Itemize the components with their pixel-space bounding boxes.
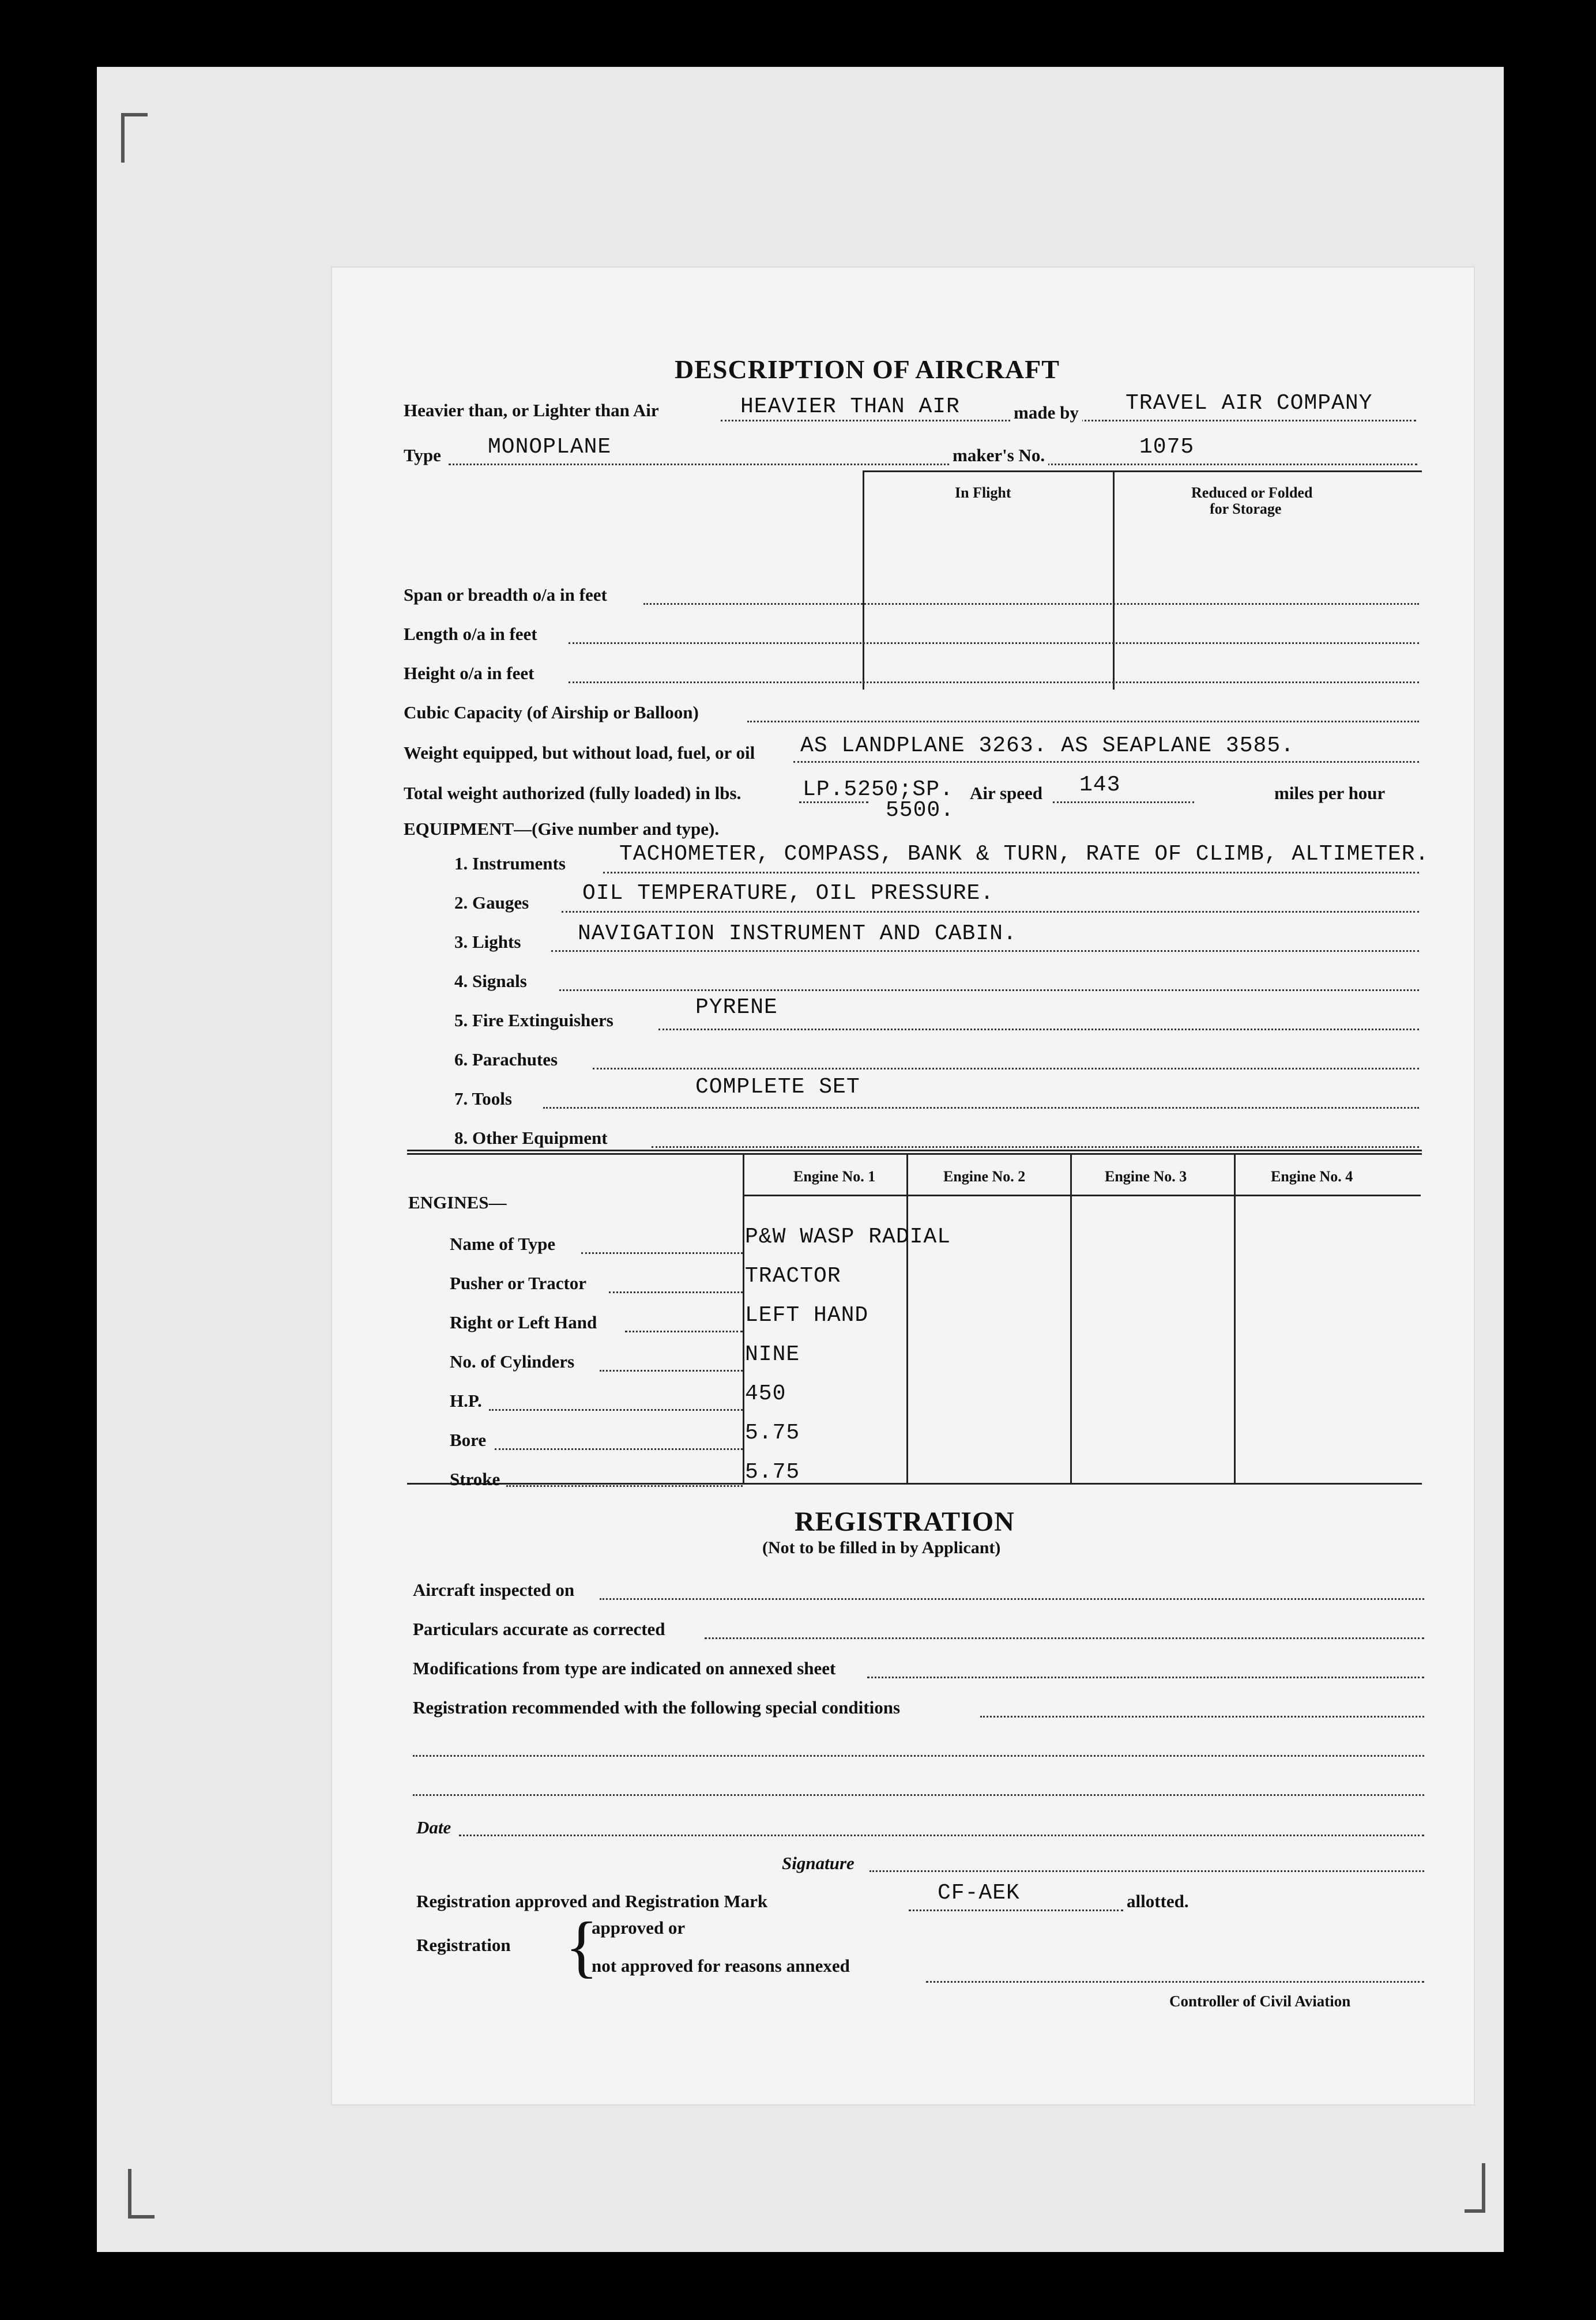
approved-label: Registration approved and Registration Mark [416, 1891, 768, 1911]
engine-col-1: Engine No. 1 [793, 1168, 876, 1185]
engine-col-2: Engine No. 2 [943, 1168, 1026, 1185]
mph-label: miles per hour [1274, 783, 1386, 803]
corner-mark-bottom-right [1465, 2163, 1485, 2213]
corner-mark-bottom-left [128, 2169, 155, 2219]
length-label: Length o/a in feet [404, 624, 537, 644]
col-reduced-line2: for Storage [1210, 500, 1282, 517]
registration-heading: REGISTRATION [795, 1507, 1015, 1537]
span-label: Span or breadth o/a in feet [404, 585, 607, 605]
height-label: Height o/a in feet [404, 663, 534, 683]
allotted-label: allotted. [1127, 1891, 1189, 1911]
equipment-label-5: 5. Fire Extinguishers [454, 1010, 613, 1030]
col-in-flight: In Flight [955, 484, 1011, 501]
engine-row-label-2: Pusher or Tractor [450, 1273, 587, 1293]
makers-no-label: maker's No. [949, 445, 1048, 466]
date-label: Date [416, 1817, 451, 1837]
col-reduced-line1: Reduced or Folded [1191, 484, 1313, 501]
registration-subheading: (Not to be filled in by Applicant) [762, 1538, 1001, 1557]
equipment-label-4: 4. Signals [454, 971, 527, 991]
type-label: Type [404, 445, 441, 465]
equipment-label-1: 1. Instruments [454, 853, 566, 873]
airspeed-value: 143 [1079, 773, 1121, 797]
form-title: DESCRIPTION OF AIRCRAFT [675, 355, 1060, 384]
weight-equipped-value: AS LANDPLANE 3263. AS SEAPLANE 3585. [800, 733, 1294, 758]
engine-row-label-4: No. of Cylinders [450, 1351, 575, 1372]
registration-mark-value: CF-AEK [938, 1881, 1020, 1905]
engines-heading: ENGINES— [408, 1192, 507, 1212]
weight-equipped-label: Weight equipped, but without load, fuel, or oil [404, 743, 755, 763]
recommended-label: Registration recommended with the following special conditions [413, 1697, 901, 1718]
modifications-label: Modifications from type are indicated on annexed sheet [413, 1658, 836, 1678]
made-by-value: TRAVEL AIR COMPANY [1126, 391, 1373, 416]
engine-row-value-4: NINE [745, 1342, 800, 1367]
total-weight-label: Total weight authorized (fully loaded) in lbs. [404, 783, 741, 803]
makers-no-value: 1075 [1139, 435, 1195, 460]
engine-row-value-1: P&W WASP RADIAL [745, 1225, 951, 1249]
engine-row-value-7: 5.75 [745, 1460, 800, 1485]
equipment-value-3: NAVIGATION INSTRUMENT AND CABIN. [578, 921, 1017, 946]
equipment-heading: EQUIPMENT—(Give number and type). [404, 819, 720, 839]
engine-row-label-6: Bore [450, 1430, 487, 1450]
equipment-value-7: COMPLETE SET [695, 1075, 860, 1099]
engine-row-label-1: Name of Type [450, 1234, 556, 1254]
equipment-value-1: TACHOMETER, COMPASS, BANK & TURN, RATE OF CLIMB, ALTIMETER. [619, 842, 1429, 867]
engine-row-label-3: Right or Left Hand [450, 1312, 597, 1332]
engine-row-value-5: 450 [745, 1381, 786, 1406]
total-weight-value-line2: 5500. [886, 798, 955, 823]
registration-label: Registration [416, 1935, 511, 1955]
equipment-label-7: 7. Tools [454, 1089, 512, 1109]
corner-mark-top-left [121, 113, 148, 163]
equipment-label-6: 6. Parachutes [454, 1049, 558, 1069]
heavier-value: HEAVIER THAN AIR [740, 394, 960, 419]
made-by-label: made by [1010, 402, 1082, 423]
signature-label: Signature [782, 1853, 855, 1873]
heavier-label: Heavier than, or Lighter than Air [404, 400, 659, 420]
equipment-label-8: 8. Other Equipment [454, 1128, 608, 1148]
engine-row-value-6: 5.75 [745, 1421, 800, 1445]
controller-label: Controller of Civil Aviation [1169, 1993, 1351, 2010]
cubic-capacity-label: Cubic Capacity (of Airship or Balloon) [404, 702, 699, 722]
aircraft-description-form [332, 268, 1474, 2104]
engine-col-4: Engine No. 4 [1271, 1168, 1353, 1185]
equipment-label-2: 2. Gauges [454, 892, 529, 913]
engine-row-label-5: H.P. [450, 1391, 482, 1411]
engine-row-value-3: LEFT HAND [745, 1303, 869, 1328]
type-value: MONOPLANE [488, 435, 612, 460]
engine-row-value-2: TRACTOR [745, 1264, 841, 1289]
accurate-label: Particulars accurate as corrected [413, 1619, 665, 1639]
airspeed-label: Air speed [970, 783, 1043, 803]
not-approved-label: not approved for reasons annexed [592, 1956, 850, 1976]
inspected-label: Aircraft inspected on [413, 1580, 575, 1600]
engine-row-label-7: Stroke [450, 1469, 500, 1489]
total-weight-value: LP.5250;SP. [803, 777, 954, 802]
brace-symbol: { [565, 1908, 598, 1984]
approved-or-label: approved or [592, 1918, 686, 1938]
equipment-value-2: OIL TEMPERATURE, OIL PRESSURE. [582, 881, 995, 906]
equipment-label-3: 3. Lights [454, 932, 521, 952]
engine-col-3: Engine No. 3 [1105, 1168, 1187, 1185]
equipment-value-5: PYRENE [695, 995, 778, 1020]
